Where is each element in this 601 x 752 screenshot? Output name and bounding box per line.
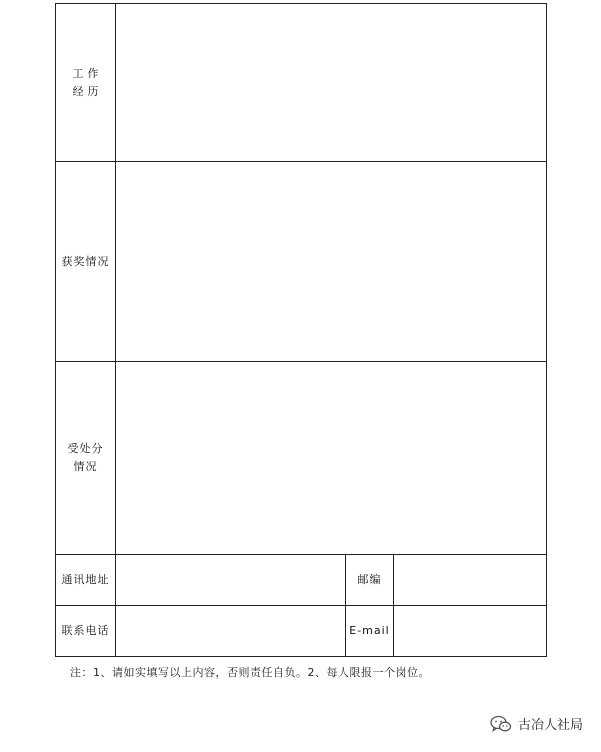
work-experience-field[interactable] bbox=[116, 4, 547, 162]
work-experience-row bbox=[56, 4, 547, 162]
awards-row bbox=[56, 162, 547, 362]
phone-field[interactable] bbox=[116, 606, 346, 657]
application-form-table bbox=[55, 3, 547, 657]
punishment-field[interactable] bbox=[116, 362, 547, 555]
label-line: 获奖情况 bbox=[61, 254, 110, 268]
postcode-label: 邮编 bbox=[346, 555, 394, 606]
punishment-row bbox=[56, 362, 547, 555]
watermark bbox=[490, 714, 583, 733]
email-field[interactable] bbox=[394, 606, 547, 657]
address-row bbox=[56, 555, 547, 606]
work-experience-label bbox=[56, 4, 116, 162]
wechat-icon bbox=[490, 715, 512, 733]
label-line: 工作 bbox=[72, 66, 103, 80]
contact-row bbox=[56, 606, 547, 657]
label-line: 情况 bbox=[73, 460, 98, 473]
email-label: E-mail bbox=[346, 606, 394, 657]
punishment-label bbox=[56, 362, 116, 555]
label-line: 受处分 bbox=[67, 442, 104, 455]
form-note: 注：1、请如实填写以上内容，否则责任自负。2、每人限报一个岗位。 bbox=[70, 666, 430, 679]
address-label: 通讯地址 bbox=[56, 555, 116, 606]
postcode-field[interactable] bbox=[394, 555, 547, 606]
address-field[interactable] bbox=[116, 555, 346, 606]
watermark-text: 古冶人社局 bbox=[517, 718, 583, 733]
awards-field[interactable] bbox=[116, 162, 547, 362]
phone-label: 联系电话 bbox=[56, 606, 116, 657]
label-line: 经历 bbox=[72, 84, 103, 98]
awards-label bbox=[56, 162, 116, 362]
